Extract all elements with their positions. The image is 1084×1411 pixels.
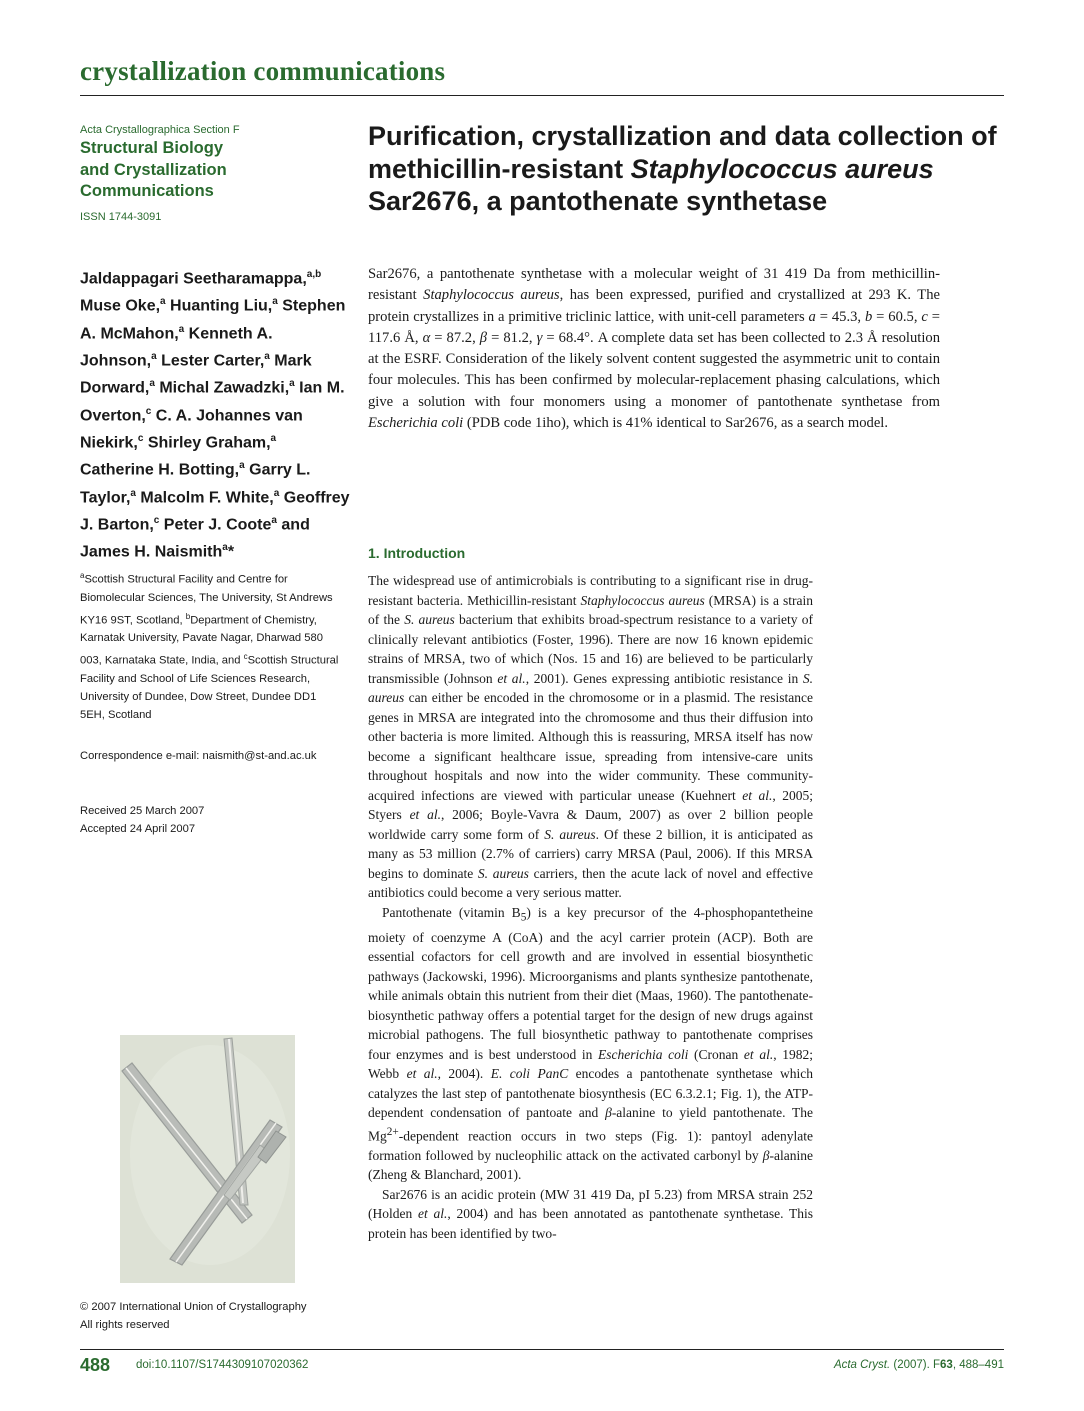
text-run: -alanine (Zheng & Blanchard, 2001). xyxy=(368,1147,813,1183)
copyright-line: © 2007 International Union of Crystallography xyxy=(80,1301,307,1313)
section-heading: 1. Introduction xyxy=(368,545,466,561)
text-run: -alanine to yield pantothenate. The Mg xyxy=(368,1105,813,1144)
text-run: , 2001). Genes expressing antibiotic resistance in xyxy=(525,670,803,686)
doi: doi:10.1107/S1744309107020362 xyxy=(136,1359,309,1371)
author-affiliation-mark: c xyxy=(153,514,160,526)
journal-section: Acta Crystallographica Section F xyxy=(80,124,240,136)
author-name: Jaldappagari Seetharamappa, xyxy=(80,270,307,288)
title-text: Sar2676, a pantothenate synthetase xyxy=(368,186,828,216)
body-paragraph xyxy=(368,571,813,903)
body-paragraph xyxy=(368,903,813,1185)
journal-section-title: crystallization communications xyxy=(80,56,446,86)
text-run: Sar2676 is an acidic protein (MW 31 419 Da, pI 5.23) from MRSA strain 252 (Holden xyxy=(368,1186,813,1222)
author-name: Stephen A. McMahon, xyxy=(80,297,346,342)
text-run: 5 xyxy=(520,911,527,924)
correspondence-email: Correspondence e-mail: naismith@st-and.ac.uk xyxy=(80,750,317,762)
text-run: γ xyxy=(536,329,543,346)
journal-name-line: Communications xyxy=(80,182,214,200)
text-run: 2+ xyxy=(386,1125,399,1138)
text-run: (Cronan xyxy=(688,1046,744,1062)
affiliation-text: Scottish Structural Facility and School of Life Sciences Research, University of Dundee, Dow Street, Dundee DD1 5EH, Scotland xyxy=(80,654,339,721)
author-affiliation-mark: a xyxy=(178,323,185,335)
text-run: , 1982; Webb xyxy=(368,1046,813,1082)
text-run: β xyxy=(605,1105,612,1121)
author-name: Huanting Liu, xyxy=(165,297,273,315)
text-run: = 68.4°. A complete data set has been collected to 2.3 Å resolution at the ESRF. Consideration of the likely solvent content suggested the asymmetric unit to contain four molecules. This has been confirmed by molecular-replacement phasing calculations, which give a solution with four monomers using a monomer of pantothenate synthetase from xyxy=(368,329,940,410)
author-affiliation-mark: a xyxy=(160,296,166,308)
author-affiliation-mark: a xyxy=(264,350,270,362)
author-name: Peter J. Coote xyxy=(159,516,272,534)
text-run: β xyxy=(762,1147,770,1163)
affiliation-mark: a xyxy=(80,571,85,580)
abstract xyxy=(368,264,940,434)
citation-volume: 63 xyxy=(940,1359,953,1371)
author-list xyxy=(80,263,350,564)
text-run: , has been expressed, purified and crystallized at 293 K. The protein crystallizes in a primitive triclinic lattice, with unit-cell parameters xyxy=(368,287,940,325)
text-run: = 81.2, xyxy=(487,329,537,346)
text-run: Sar2676, a pantothenate synthetase with a molecular weight of 31 419 Da from methicillin-resistant xyxy=(368,266,940,304)
accepted-date: Accepted 24 April 2007 xyxy=(80,823,196,835)
author-name: Malcolm F. White, xyxy=(135,488,274,506)
journal-name-line: Structural Biology xyxy=(80,139,224,157)
author-name: and James H. Naismith xyxy=(80,516,310,561)
journal-name xyxy=(80,138,345,203)
text-run: Escherichia coli xyxy=(368,415,464,432)
text-run: (MRSA) is a strain of the xyxy=(368,592,813,627)
text-run: et al. xyxy=(743,1046,774,1062)
author-name: Geoffrey J. Barton, xyxy=(80,488,350,534)
page-number: 488 xyxy=(80,1355,111,1375)
affiliation-text: Scottish Structural Facility and Centre for Biomolecular Sciences, The University, St Andrews KY16 9ST, Scotland, xyxy=(80,573,333,627)
journal-name-line: and Crystallization xyxy=(80,160,227,179)
author-affiliation-mark: c xyxy=(137,432,144,444)
body-paragraph xyxy=(368,1185,813,1244)
affiliation-mark: c xyxy=(243,652,248,662)
author-name: * xyxy=(227,543,235,561)
text-run: et al. xyxy=(497,670,526,686)
text-run: a xyxy=(808,308,816,325)
title-species: Staphylococcus aureus xyxy=(630,153,934,184)
crystal-photograph-drawing xyxy=(120,1035,295,1283)
text-run: Pantothenate (vitamin B xyxy=(382,904,521,920)
text-run: S. aureus xyxy=(404,612,455,627)
text-run: = 87.2, xyxy=(430,329,480,346)
crystal-photograph xyxy=(120,1035,295,1283)
author-affiliation-mark: a,b xyxy=(306,269,322,280)
author-affiliation-mark: a xyxy=(149,378,155,390)
journal-info xyxy=(80,124,345,223)
text-run: S. aureus xyxy=(368,670,814,705)
text-run: et al. xyxy=(409,807,441,822)
text-run: , 2004). xyxy=(437,1066,491,1082)
journal-citation xyxy=(834,1359,1004,1371)
author-name: Shirley Graham, xyxy=(143,434,271,452)
text-run: can either be encoded in the chromosome or in a plasmid. The resistance genes in MRSA are integrated into the chromosome and thus their diffusion into other bacteria is more limited. Although this is reassuring, MRSA itself has now become a significant healthcare issue, spreading from intensive-care units throughout hospitals and now into the wider community. These community-acquired infections are viewed with particular unease (Kuehnert xyxy=(368,690,813,803)
author-affiliation-mark: a xyxy=(151,350,157,362)
author-name: Michal Zawadzki, xyxy=(154,379,290,397)
text-run: S. aureus xyxy=(544,826,596,842)
text-run: , 2004) and has been annotated as pantothenate synthetase. This protein has been identified by two- xyxy=(368,1206,814,1241)
author-name: C. A. Johannes van Niekirk, xyxy=(80,406,303,452)
text-run: b xyxy=(864,308,873,325)
text-run: E. coli PanC xyxy=(490,1066,569,1082)
text-run: -dependent reaction occurs in two steps (Fig. 1): pantoyl adenylate formation followed by nucleophilic attack on the activated carbonyl by xyxy=(368,1128,813,1163)
author-name: Kenneth A. Johnson, xyxy=(80,324,273,370)
rights-reserved: All rights reserved xyxy=(80,1319,170,1331)
text-run: encodes a pantothenate synthetase which catalyzes the last step of pantothenate biosynthesis (EC 6.3.2.1; Fig. 1), the ATP-dependent condensation of pantoate and xyxy=(368,1066,813,1121)
copyright-notice xyxy=(80,1298,342,1334)
text-run: = 60.5, xyxy=(872,308,922,325)
text-run: , 2006; Boyle-Vavra & Daum, 2007) as over 2 billion people worldwide carry some form of xyxy=(368,807,814,842)
affiliations xyxy=(80,567,342,724)
author-name: Ian M. Overton, xyxy=(80,379,345,424)
text-run: S. aureus xyxy=(477,865,529,881)
author-name: Garry L. Taylor, xyxy=(80,461,311,506)
affiliation-text: Department of Chemistry, Karnatak University, Pavate Nagar, Dharwad 580 003, Karnataka State, India, and xyxy=(80,614,323,667)
article-dates xyxy=(80,802,342,838)
text-run: et al. xyxy=(742,787,773,803)
citation-pages: , 488–491 xyxy=(952,1359,1004,1371)
affiliation-mark: b xyxy=(185,611,191,621)
journal-abbrev: Acta Cryst. xyxy=(833,1359,891,1371)
text-run: The widespread use of antimicrobials is contributing to a significant rise in drug-resistant bacteria. Methicillin-resistant xyxy=(368,573,813,608)
author-affiliation-mark: a xyxy=(289,378,295,390)
abstract-paragraph xyxy=(368,264,940,434)
text-run: . Of these 2 billion, it is anticipated as many as 53 million (2.7% of carriers) carry MRSA (Paul, 2006). If this MRSA begins to dominate xyxy=(368,826,814,881)
body-text xyxy=(368,571,813,1243)
footer-rule xyxy=(80,1349,1004,1350)
author-name: Catherine H. Botting, xyxy=(80,461,240,479)
text-run: bacterium that exhibits broad-spectrum resistance to a variety of clinically relevant antibiotics (Foster, 1996). There are now 16 known epidemic strains of MRSA, two of which (Nos. 15 and 16) are believed to be particularly transmissible (Johnson xyxy=(368,612,813,686)
author-affiliation-mark: a xyxy=(130,487,136,499)
text-run: α xyxy=(422,329,431,346)
received-date: Received 25 March 2007 xyxy=(80,805,205,817)
text-run: β xyxy=(479,329,488,346)
text-run: (PDB code 1iho), which is 41% identical to Sar2676, as a search model. xyxy=(463,415,888,432)
citation-year: (2007). F xyxy=(890,1359,941,1371)
text-run: Staphylococcus aureus xyxy=(580,592,705,608)
author-affiliation-mark: c xyxy=(145,405,152,417)
issn: ISSN 1744-3091 xyxy=(80,210,162,223)
text-run: carriers, then the acute lack of novel and effective antibiotics could become a very serious matter. xyxy=(368,865,813,900)
text-run: , 2005; Styers xyxy=(368,787,813,822)
author-affiliation-mark: a xyxy=(271,514,277,526)
text-run: Escherichia coli xyxy=(598,1046,689,1062)
author-affiliation-mark: a xyxy=(239,460,245,472)
author-affiliation-mark: a xyxy=(272,296,278,308)
author-affiliation-mark: a xyxy=(222,542,228,554)
article-title xyxy=(368,120,998,218)
author-name: Mark Dorward, xyxy=(80,352,312,397)
author-name: Muse Oke, xyxy=(80,297,161,315)
text-run: c xyxy=(921,308,928,325)
text-run: Staphylococcus aureus xyxy=(423,287,560,304)
author-affiliation-mark: a xyxy=(273,487,280,499)
text-run: et al. xyxy=(418,1206,448,1222)
text-run: et al. xyxy=(406,1066,438,1082)
header-rule xyxy=(80,95,1004,96)
title-text: Purification, crystallization and data collection of methicillin-resistant xyxy=(368,121,997,184)
text-run: ) is a key precursor of the 4-phosphopantetheine moiety of coenzyme A (CoA) and the acyl carrier protein (ACP). Both are essential cofactors for cell growth and are involved in essential biosynthetic pathways (Jackowski, 1996). Microorganisms and plants synthesize pantothenate, while animals obtain this nutrient from their diet (Maas, 1960). The pantothenate-biosynthetic pathway offers a potential target for the design of new drugs against microbial pathogens. The full biosynthetic pathway to pantothenate comprises four enzymes and is best understood in xyxy=(368,904,813,1062)
text-run: = 45.3, xyxy=(815,308,865,325)
text-run: = 117.6 Å, xyxy=(368,308,940,346)
author-affiliation-mark: a xyxy=(270,432,277,444)
author-name: Lester Carter, xyxy=(156,352,265,370)
